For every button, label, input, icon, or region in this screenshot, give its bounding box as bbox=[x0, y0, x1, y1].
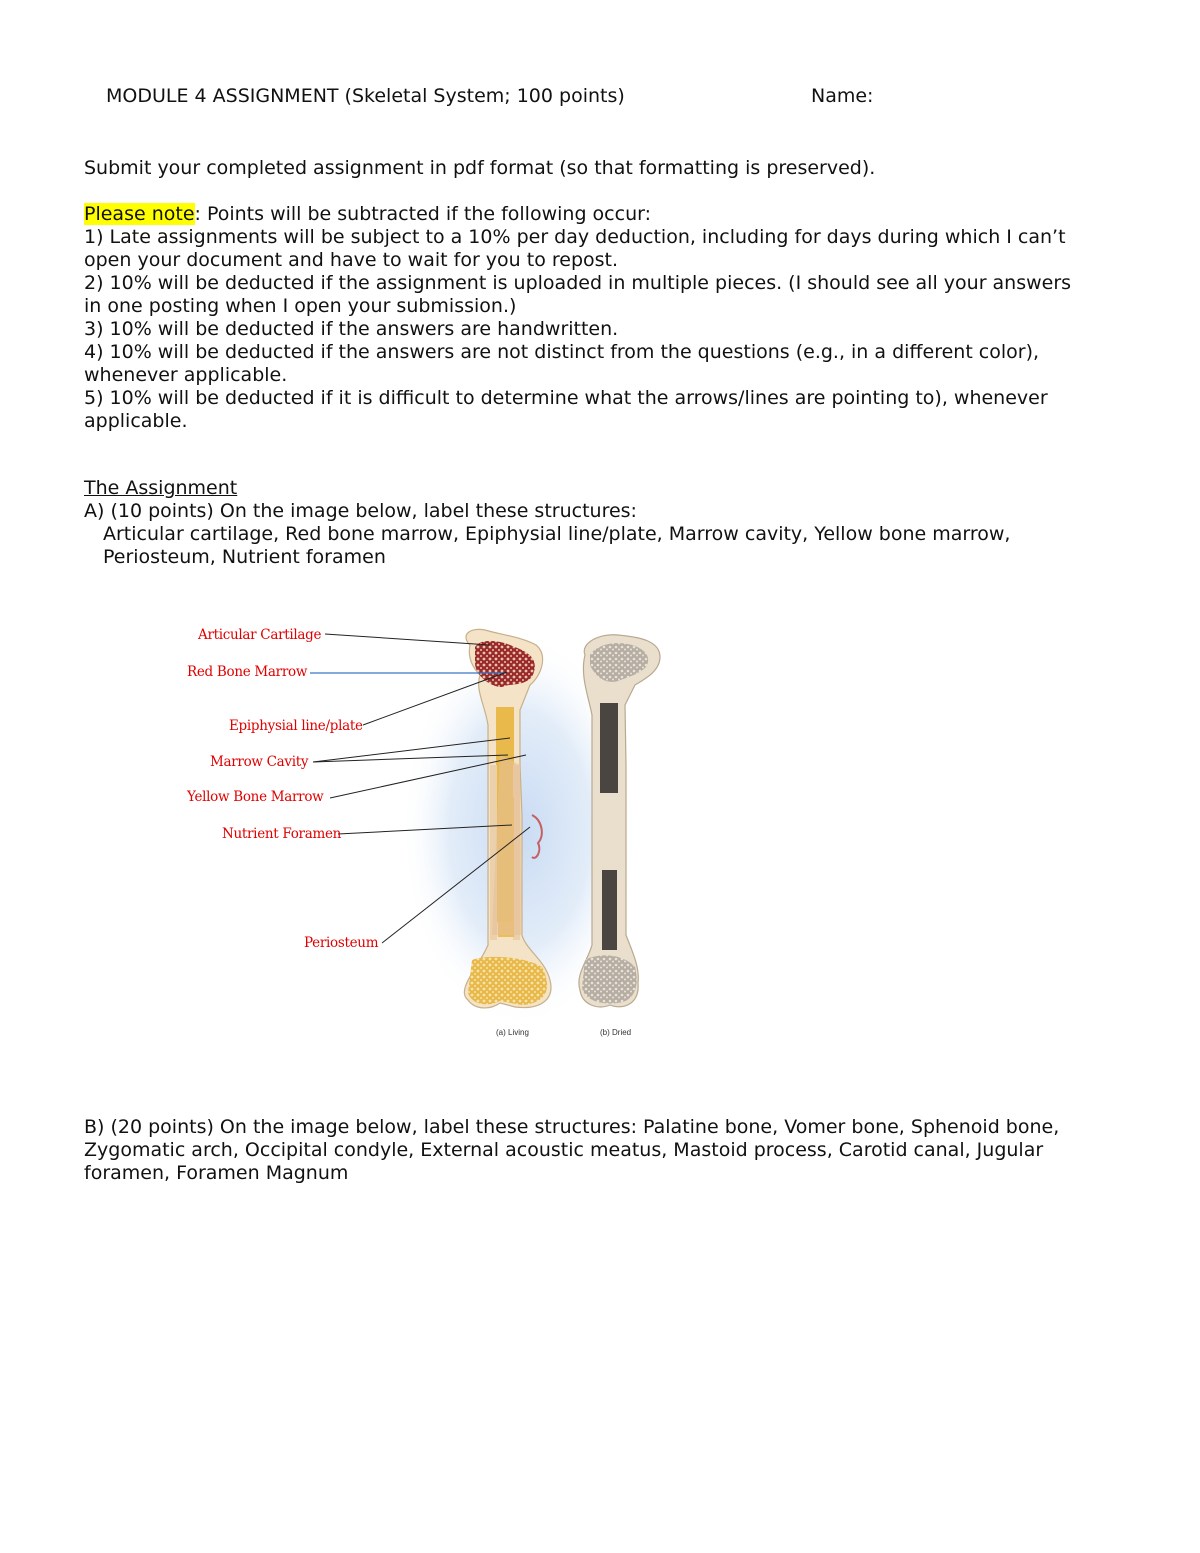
note-rest: : Points will be subtracted if the following occur: bbox=[194, 203, 651, 225]
assignment-heading: The Assignment bbox=[84, 477, 238, 499]
note-item-1-line-1: 1) Late assignments will be subject to a 10% per day deduction, including for days during which I can’t bbox=[84, 226, 1066, 248]
label-yellow-bone-marrow: Yellow Bone Marrow bbox=[187, 789, 324, 805]
note-item-2-line-1: 2) 10% will be deducted if the assignment is uploaded in multiple pieces. (I should see all your answers bbox=[84, 272, 1072, 294]
dried-medullary-cavity-lower bbox=[602, 870, 617, 950]
note-item-5-line-1: 5) 10% will be deducted if it is difficult to determine what the arrows/lines are pointing to), whenever bbox=[84, 387, 1048, 409]
note-item-4-line-1: 4) 10% will be deducted if the answers are not distinct from the questions (e.g., in a different color), bbox=[84, 341, 1040, 363]
femur-diagram bbox=[170, 615, 690, 1045]
note-item-3: 3) 10% will be deducted if the answers are handwritten. bbox=[84, 318, 619, 340]
dried-medullary-cavity-upper bbox=[600, 703, 618, 793]
note-item-5-line-2: applicable. bbox=[84, 410, 188, 432]
label-nutrient-foramen: Nutrient Foramen bbox=[222, 826, 342, 842]
note-highlight: Please note bbox=[84, 203, 195, 225]
label-epiphysial-line: Epiphysial line/plate bbox=[229, 718, 363, 734]
label-articular-cartilage: Articular Cartilage bbox=[198, 627, 322, 643]
caption-dried: (b) Dried bbox=[600, 1028, 632, 1037]
leader-articular-cartilage bbox=[325, 634, 490, 645]
part-a-prompt: A) (10 points) On the image below, label these structures: bbox=[84, 500, 637, 522]
note-item-1-line-2: open your document and have to wait for you to repost. bbox=[84, 249, 619, 271]
part-a-structures-line-2: Periosteum, Nutrient foramen bbox=[103, 546, 386, 568]
intro-text: Submit your completed assignment in pdf format (so that formatting is preserved). bbox=[84, 157, 876, 179]
part-b-line-1: B) (20 points) On the image below, label these structures: Palatine bone, Vomer bone, Sphenoid bone, bbox=[84, 1116, 1060, 1138]
note-heading bbox=[84, 203, 651, 226]
label-marrow-cavity: Marrow Cavity bbox=[210, 754, 309, 770]
part-b-line-2: Zygomatic arch, Occipital condyle, External acoustic meatus, Mastoid process, Carotid canal, Jugular bbox=[84, 1139, 1044, 1161]
part-b-line-3: foramen, Foramen Magnum bbox=[84, 1162, 349, 1184]
caption-living: (a) Living bbox=[496, 1028, 529, 1037]
assignment-title: MODULE 4 ASSIGNMENT (Skeletal System; 100 points) bbox=[106, 85, 625, 107]
label-periosteum: Periosteum bbox=[304, 935, 379, 951]
label-red-bone-marrow: Red Bone Marrow bbox=[187, 664, 308, 680]
name-label: Name: bbox=[811, 85, 874, 107]
part-a-structures-line-1: Articular cartilage, Red bone marrow, Epiphysial line/plate, Marrow cavity, Yellow bone marrow, bbox=[103, 523, 1011, 545]
note-item-2-line-2: in one posting when I open your submission.) bbox=[84, 295, 517, 317]
note-item-4-line-2: whenever applicable. bbox=[84, 364, 288, 386]
